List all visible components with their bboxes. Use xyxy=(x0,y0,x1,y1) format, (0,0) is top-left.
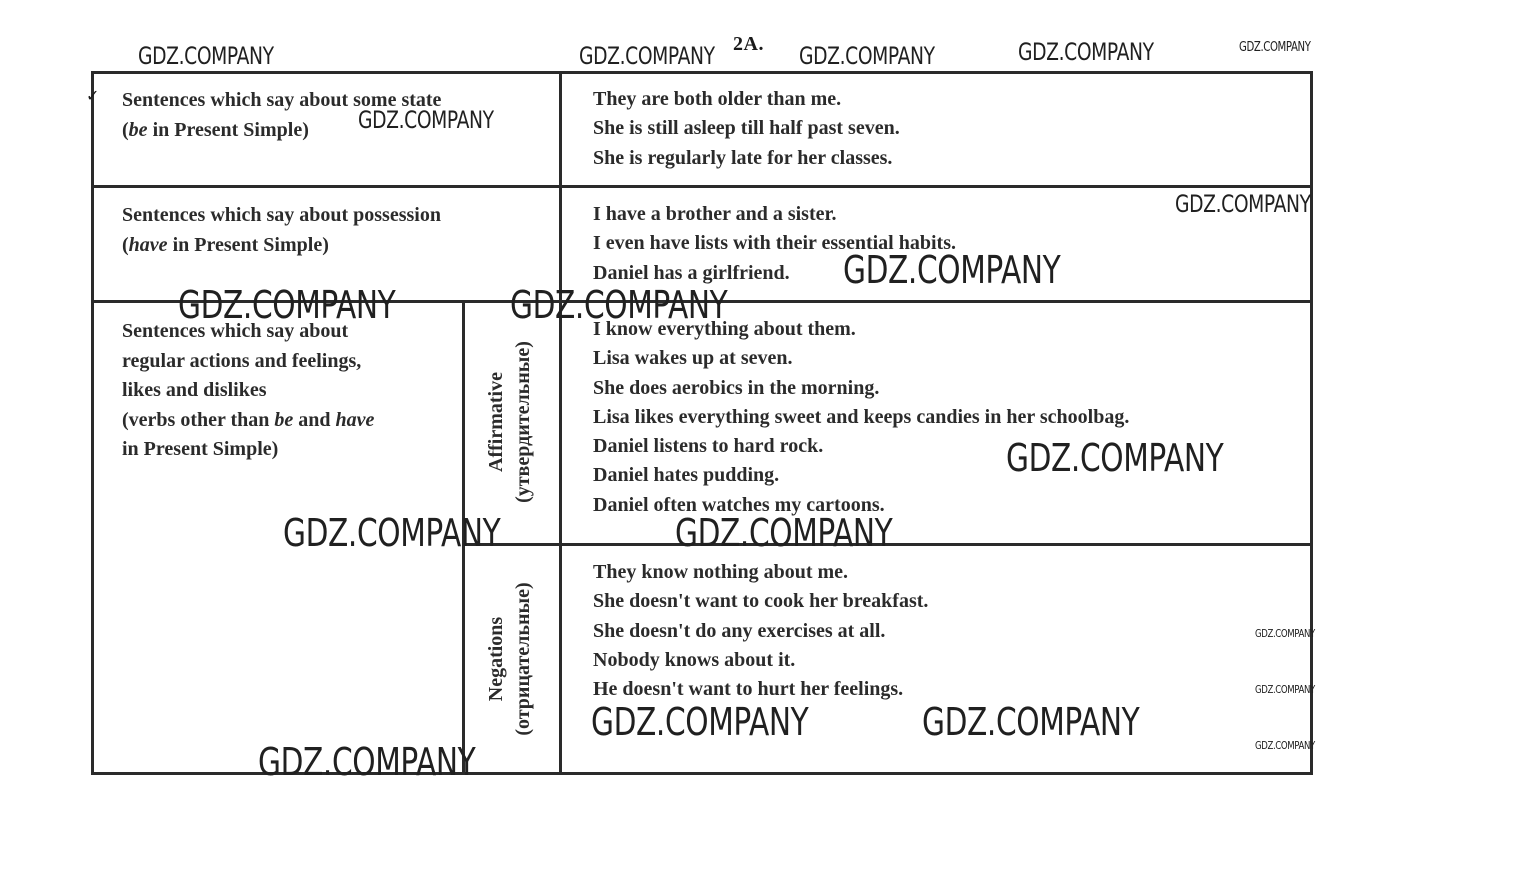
example-sentence: Daniel often watches my cartoons. xyxy=(593,493,885,516)
example-sentence: Lisa wakes up at seven. xyxy=(593,347,793,370)
example-sentence: I know everything about them. xyxy=(593,318,856,340)
example-sentence: Nobody knows about it. xyxy=(593,648,796,671)
label-line: (have in Present Simple) xyxy=(122,233,329,256)
label-line: (verbs other than be and have xyxy=(122,408,375,431)
watermark: GDZ.COMPANY xyxy=(1006,436,1224,480)
example-sentence: She is regularly late for her classes. xyxy=(593,146,893,169)
watermark: GDZ.COMPANY xyxy=(579,42,715,70)
label-line: (be in Present Simple) xyxy=(122,118,309,141)
label-line: regular actions and feelings, xyxy=(122,349,362,372)
watermark: GDZ.COMPANY xyxy=(675,511,893,555)
watermark: GDZ.COMPANY xyxy=(922,700,1140,744)
label-line: Sentences which say about xyxy=(122,320,349,342)
watermark: GDZ.COMPANY xyxy=(843,248,1061,292)
actions-label xyxy=(122,317,374,465)
negations-examples xyxy=(593,558,928,704)
label-line: Sentences which say about possession xyxy=(122,204,441,226)
example-sentence: Daniel listens to hard rock. xyxy=(593,435,824,458)
affirmative-label: Affirmative (утвердительные) xyxy=(485,341,534,503)
watermark: GDZ.COMPANY xyxy=(510,283,728,327)
affirmative-examples xyxy=(593,315,1129,520)
possession-label xyxy=(122,201,441,260)
example-sentence: I have a brother and a sister. xyxy=(593,203,837,225)
example-sentence: She does aerobics in the morning. xyxy=(593,376,880,399)
example-sentence: Lisa likes everything sweet and keeps candies in her schoolbag. xyxy=(593,405,1130,428)
watermark: GDZ.COMPANY xyxy=(258,740,476,784)
watermark: GDZ.COMPANY xyxy=(1255,683,1315,696)
example-sentence: They are both older than me. xyxy=(593,88,842,110)
example-sentence: They know nothing about me. xyxy=(593,561,849,583)
example-sentence: She is still asleep till half past seven. xyxy=(593,117,900,140)
negations-label: Negations (отрицательные) xyxy=(485,582,534,736)
example-sentence: She doesn't want to cook her breakfast. xyxy=(593,590,929,613)
label-line: likes and dislikes xyxy=(122,379,267,401)
example-sentence: I even have lists with their essential habits. xyxy=(593,232,956,255)
watermark: GDZ.COMPANY xyxy=(1239,40,1311,55)
label-line: Sentences which say about some state xyxy=(122,89,442,111)
watermark: GDZ.COMPANY xyxy=(358,106,494,134)
watermark: GDZ.COMPANY xyxy=(178,283,396,327)
example-sentence: He doesn't want to hurt her feelings. xyxy=(593,678,904,701)
label-line: in Present Simple) xyxy=(122,438,279,460)
watermark: GDZ.COMPANY xyxy=(591,700,809,744)
watermark: GDZ.COMPANY xyxy=(138,42,274,70)
section-heading: 2A. xyxy=(733,33,764,55)
watermark: GDZ.COMPANY xyxy=(1255,739,1315,752)
state-examples xyxy=(593,85,900,173)
watermark: GDZ.COMPANY xyxy=(1018,38,1154,66)
watermark: GDZ.COMPANY xyxy=(283,511,501,555)
example-sentence: Daniel hates pudding. xyxy=(593,464,780,487)
example-sentence: Daniel has a girlfriend. xyxy=(593,261,790,284)
watermark: GDZ.COMPANY xyxy=(799,42,935,70)
row-divider xyxy=(91,185,1313,188)
watermark: GDZ.COMPANY xyxy=(1255,627,1315,640)
column-divider xyxy=(559,71,562,775)
watermark: GDZ.COMPANY xyxy=(1175,190,1311,218)
example-sentence: She doesn't do any exercises at all. xyxy=(593,619,886,642)
check-mark-icon: ✓ xyxy=(86,86,100,105)
